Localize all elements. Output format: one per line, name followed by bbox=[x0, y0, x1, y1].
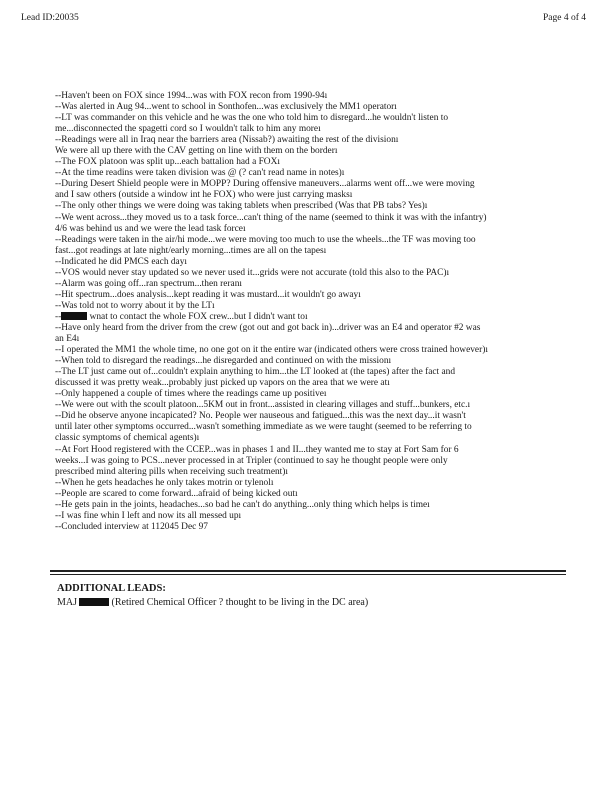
note-line: classic symptoms of chemical agents)ı bbox=[55, 433, 200, 444]
redaction-block bbox=[79, 598, 109, 606]
divider-thin bbox=[50, 574, 566, 575]
divider-thick bbox=[50, 570, 566, 572]
note-line: --When told to disregard the readings...he disregarded and continued on with the missionı bbox=[55, 356, 392, 367]
note-line: --Haven't been on FOX since 1994...was with FOX recon from 1990-94ı bbox=[55, 91, 328, 101]
note-line: We were all up there with the CAV getting on line with them on the borderı bbox=[55, 146, 338, 157]
note-text: wnat to contact the whole FOX crew...but I didn't want toı bbox=[87, 311, 308, 322]
lead-description: (Retired Chemical Officer ? thought to be living in the DC area) bbox=[109, 597, 369, 608]
note-line: --We were out with the scoult platoon...5KM out in front...assisted in clearing villages and stuff...bunkers, etc.ı bbox=[55, 400, 471, 411]
note-line: --We went across...they moved us to a task force...can't thing of the name (seemed to think it was with the infantry) bbox=[55, 212, 487, 223]
note-line: an E4ı bbox=[55, 334, 80, 345]
note-line: --VOS would never stay updated so we never used it...grids were not accurate (told this also to the PAC)ı bbox=[55, 267, 450, 278]
note-line: me...disconnected the spagetti cord so I wouldn't talk to him any moreı bbox=[55, 124, 321, 135]
note-line: --The LT just came out of...couldn't explain anything to him...the LT looked at (the tapes) after the fact and bbox=[55, 367, 456, 378]
note-line: --Indicated he did PMCS each dayı bbox=[55, 256, 187, 267]
note-line: --I operated the MM1 the whole time, no one got on it the entire war (indicated others were cross trained however)ı bbox=[55, 345, 488, 356]
note-line: discussed it was pretty weak...probably just picked up vapors on the area that we were atı bbox=[55, 378, 390, 389]
note-line: --At Fort Hood registered with the CCEP...was in phases 1 and II...they wanted me to stay at Fort Sam for 6 bbox=[55, 444, 459, 455]
note-line: weeks...I was going to PCS...never processed in at Tripler (continued to say he thought people were only bbox=[55, 455, 448, 466]
note-line: --When he gets headaches he only takes motrin or tylenolı bbox=[55, 477, 274, 488]
note-line bbox=[55, 312, 567, 323]
note-line: --The only other things we were doing was taking tablets when prescribed (Was that PB tabs? Yes)ı bbox=[55, 201, 428, 212]
note-line: --Was told not to worry about it by the LTı bbox=[55, 300, 215, 311]
note-line: --Readings were taken in the air/hi mode...we were moving too much to use the wheels...the TF was moving too bbox=[55, 234, 476, 245]
note-dash: -- bbox=[55, 311, 62, 322]
note-line: --Did he observe anyone incapicated? No. People wer nauseous and fatigued...this was the next day...it wasn't bbox=[55, 411, 466, 422]
note-line: --Was alerted in Aug 94...went to school in Sonthofen...was exclusively the MM1 operatorı bbox=[55, 102, 397, 113]
additional-leads-heading: ADDITIONAL LEADS: bbox=[57, 583, 166, 594]
note-line: --Alarm was going off...ran spectrum...then reranı bbox=[55, 278, 243, 289]
note-line: --Only happened a couple of times where the readings came up positiveı bbox=[55, 389, 327, 400]
lead-rank: MAJ bbox=[57, 597, 78, 608]
page-number: Page 4 of 4 bbox=[542, 13, 586, 23]
note-line: --Concluded interview at 112045 Dec 97 bbox=[55, 521, 208, 532]
note-line: 4/6 was behind us and we were the lead task forceı bbox=[55, 223, 246, 234]
note-line: --Readings were all in Iraq near the barriers area (Nissab?) awaiting the rest of the divisionı bbox=[55, 135, 399, 146]
note-line: --LT was commander on this vehicle and he was the one who told him to disregard...he wouldn't listen to bbox=[55, 113, 449, 124]
note-line: prescribed mind altering pills when receiving such treatment)ı bbox=[55, 466, 288, 477]
additional-lead-entry bbox=[57, 597, 368, 608]
note-line: --He gets pain in the joints, headaches...so bad he can't do anything...only thing which helps is timeı bbox=[55, 499, 430, 510]
note-line: --Have only heard from the driver from the crew (got out and got back in)...driver was an E4 and operator #2 was bbox=[55, 322, 481, 333]
note-line: --During Desert Shield people were in MOPP? During offensive maneuvers...alarms went off...we were moving bbox=[55, 179, 475, 190]
lead-id: Lead ID:20035 bbox=[21, 13, 79, 23]
note-line: and I saw others (outside a window int he FOX) who were just carrying masksı bbox=[55, 190, 353, 201]
note-line: until later other symptoms occurred...wasn't something immediate as we were taught (seemed to be referring to bbox=[55, 422, 472, 433]
note-line: --Hit spectrum...does analysis...kept reading it was mustard...it wouldn't go awayı bbox=[55, 289, 361, 300]
note-line: --People are scared to come forward...afraid of being kicked outı bbox=[55, 488, 298, 499]
note-line: fast...got readings at late night/early morning...times are all on the tapesı bbox=[55, 245, 327, 256]
note-line: --At the time readins were taken division was @ (? can't read name in notes)ı bbox=[55, 168, 345, 179]
interview-notes bbox=[55, 91, 567, 533]
redaction-block bbox=[61, 312, 87, 320]
note-line: --The FOX platoon was split up...each battalion had a FOXı bbox=[55, 157, 280, 168]
note-line: --I was fine whin I left and now its all messed upı bbox=[55, 510, 242, 521]
